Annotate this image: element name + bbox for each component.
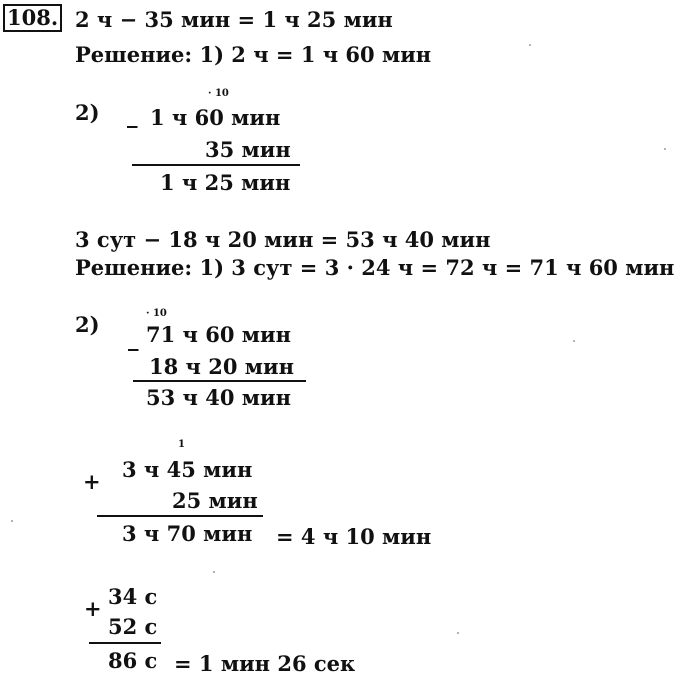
p2-step2-label: 2) [75,312,100,337]
p4-conversion: = 1 мин 26 сек [174,651,356,676]
p3-result: 3 ч 70 мин [122,521,253,546]
p4-plus-sign: + [84,596,102,621]
p3-result-rule [97,515,263,517]
p2-result: 53 ч 40 мин [146,385,291,410]
p1-minuend: 1 ч 60 мин [150,105,281,130]
p1-carry-mark: · 10 [208,88,229,99]
p2-solution-step1: Решение: 1) 3 сут = 3 · 24 ч = 72 ч = 71 ч 60 мин [75,255,675,280]
scan-speck [573,340,575,342]
scan-speck [664,148,666,150]
p2-result-rule [133,380,306,382]
p1-subtrahend: 35 мин [205,137,291,162]
scan-speck [457,632,459,634]
p1-result: 1 ч 25 мин [160,170,291,195]
p4-result: 86 с [108,648,158,673]
p2-subtrahend: 18 ч 20 мин [149,354,294,379]
p2-minus-sign: _ [128,326,139,351]
p2-equation: 3 сут − 18 ч 20 мин = 53 ч 40 мин [75,227,491,252]
scan-speck [529,44,531,46]
p1-solution-step1: Решение: 1) 2 ч = 1 ч 60 мин [75,42,432,67]
p4-addend2: 52 с [108,614,158,639]
p3-conversion: = 4 ч 10 мин [276,524,432,549]
p3-addend2: 25 мин [172,488,258,513]
p2-minuend: 71 ч 60 мин [146,322,291,347]
p1-result-rule [132,164,300,166]
p4-addend1: 34 с [108,584,158,609]
scan-speck [213,571,215,573]
p2-carry-mark: · 10 [146,308,167,319]
p3-plus-sign: + [83,469,101,494]
p4-result-rule [89,642,161,644]
problem-number: 108. [3,4,62,32]
p3-addend1: 3 ч 45 мин [122,457,253,482]
scan-speck [11,520,13,522]
p1-equation: 2 ч − 35 мин = 1 ч 25 мин [75,7,393,32]
p3-carry-mark: 1 [178,439,185,450]
p1-minus-sign: _ [127,103,138,128]
p1-step2-label: 2) [75,100,100,125]
